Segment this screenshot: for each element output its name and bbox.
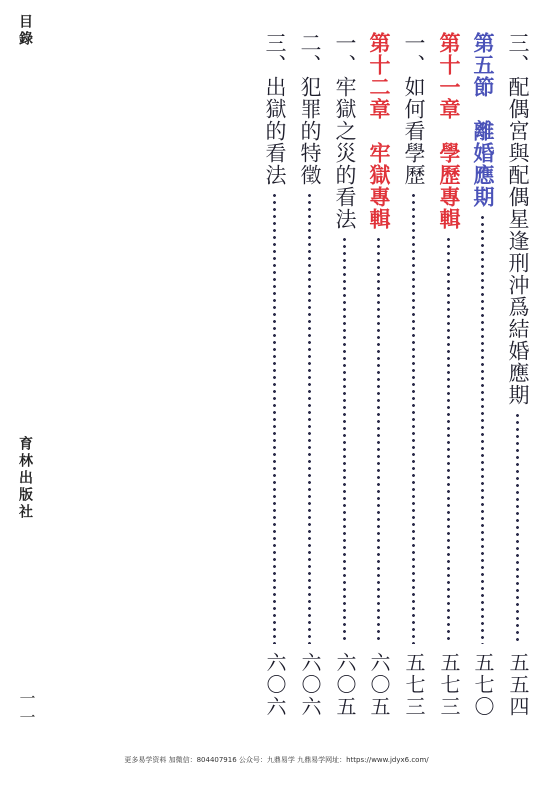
toc-entry[interactable]	[262, 32, 288, 727]
toc-entry[interactable]	[505, 32, 531, 727]
toc-entry-title: 二、犯罪的特徵	[298, 32, 322, 186]
dot-leader	[446, 236, 451, 644]
toc-entry[interactable]	[436, 32, 462, 727]
dot-leader	[342, 236, 347, 644]
toc-entry[interactable]	[332, 32, 358, 727]
page-number: 一一	[17, 690, 36, 728]
toc-entry-page: 六〇六	[263, 652, 287, 718]
toc-entry[interactable]	[297, 32, 323, 727]
toc-entry-page: 六〇六	[298, 652, 322, 718]
toc-chapter-title: 第十一章 學歷專輯	[437, 32, 462, 230]
toc-entry[interactable]	[401, 32, 427, 727]
toc-entry-page: 六〇五	[333, 652, 357, 718]
toc-entry-page: 五七三	[437, 652, 461, 718]
dot-leader	[307, 192, 312, 644]
dot-leader	[480, 214, 485, 644]
toc-entry-title: 一、牢獄之災的看法	[333, 32, 357, 230]
publisher-label: 育林出版社	[17, 436, 33, 521]
footer-watermark-text: 更多易学资料 加微信：804407916 公众号：九鼎易学 九鼎易学网址：https://www.jdyx6.com/	[124, 756, 429, 764]
dot-leader	[376, 236, 381, 644]
dot-leader	[272, 192, 277, 644]
toc-entry-page: 五五四	[506, 652, 530, 718]
toc-entry[interactable]	[470, 32, 496, 727]
toc-header-label: 目錄	[17, 14, 33, 48]
toc-entry-page: 五七三	[402, 652, 426, 718]
dot-leader	[411, 192, 416, 644]
toc-entry[interactable]	[366, 32, 392, 727]
toc-entry-page: 六〇五	[367, 652, 391, 718]
toc-entry-title: 三、出獄的看法	[263, 32, 287, 186]
toc-entry-title: 三、配偶宮與配偶星逢刑沖爲結婚應期	[506, 32, 530, 406]
toc-entry-title: 一、如何看學歷	[402, 32, 426, 186]
dot-leader	[515, 412, 520, 644]
toc-entry-page: 五七〇	[471, 652, 495, 718]
toc-chapter-title: 第十二章 牢獄專輯	[367, 32, 392, 230]
toc-section-title: 第五節 離婚應期	[471, 32, 496, 208]
